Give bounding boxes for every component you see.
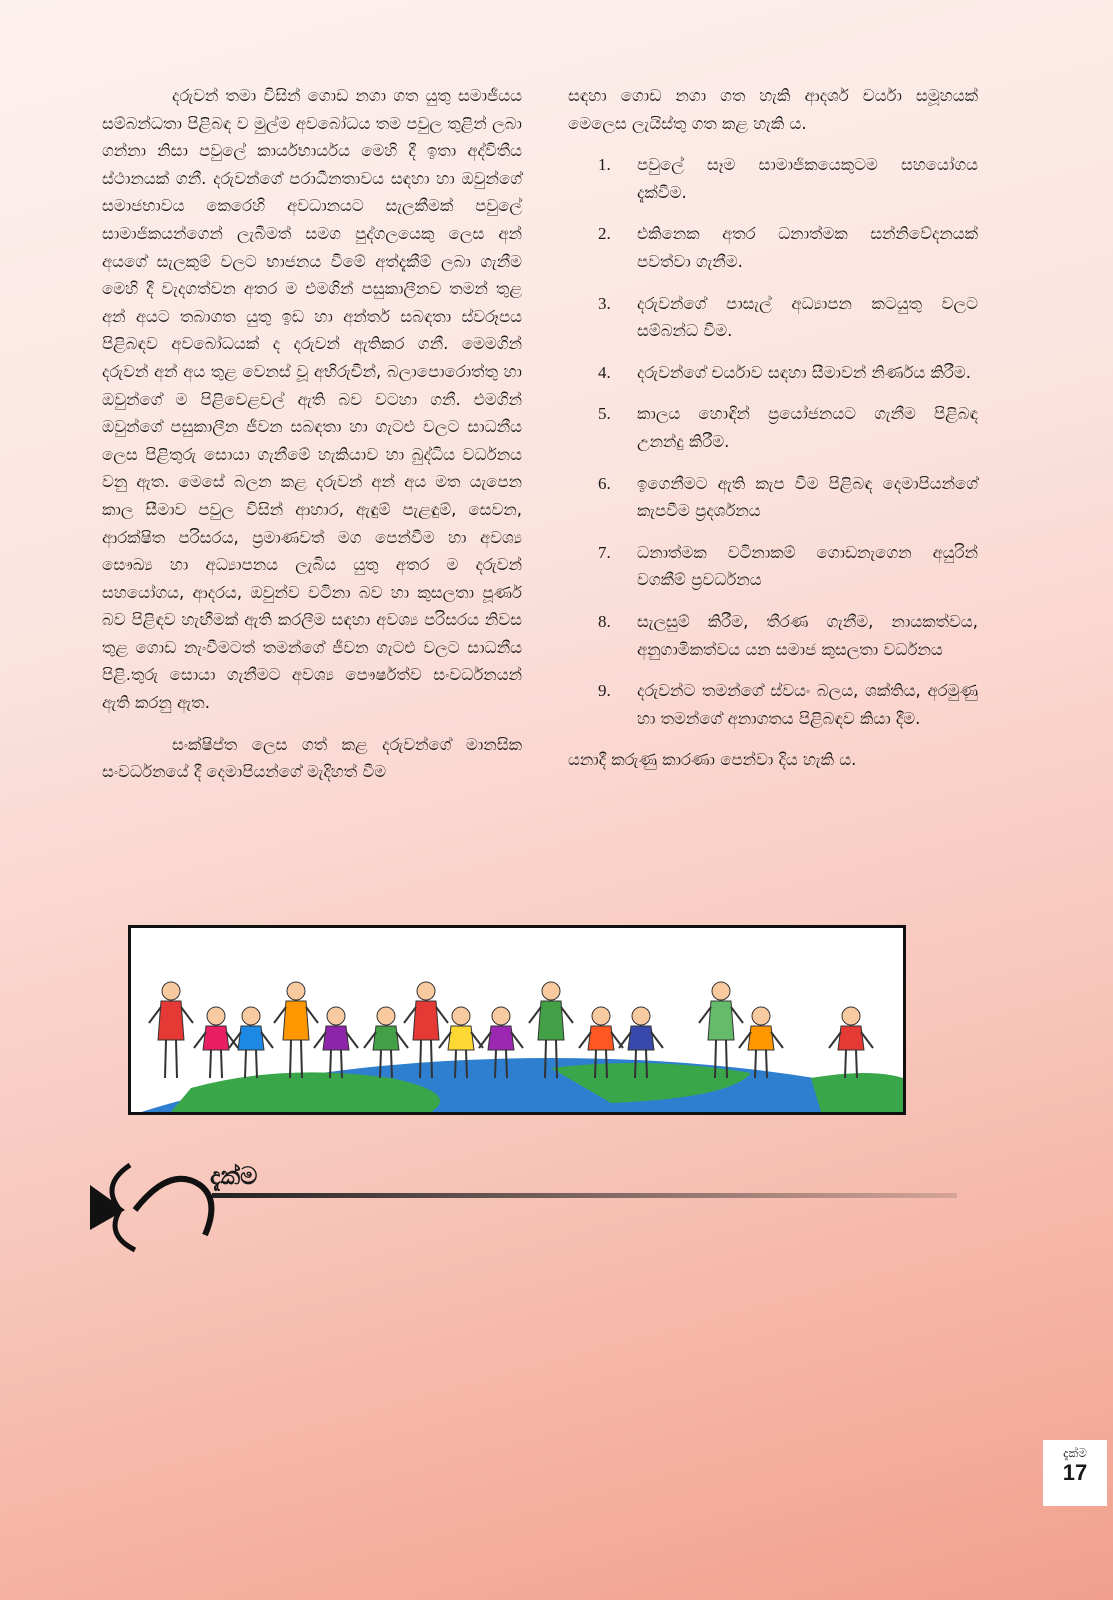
children-on-globe-illustration: [128, 925, 906, 1115]
kid-figure: [699, 982, 743, 1078]
list-item: 6. ඉගෙනීමට ඇති කැප වීම පිළිබඳ දෙමාපියන්ගේ කැපවීම ප්‍රදර්ශනය: [598, 473, 978, 521]
kid-figure: [829, 1007, 873, 1078]
list-item: 2. එකිනෙක අතර ධනාත්මක සන්නිවේදනයක් පවත්වා ගැනීම.: [598, 224, 978, 271]
list-item: 4. දරුවන්ගේ චර්යාව සඳහා සීමාවන් නිර්ණය කිරීම.: [598, 362, 971, 382]
list-item: 9. දරුවන්ට තමන්ගේ ස්වයං බලය, ශක්තිය, අරමුණු හා තමන්ගේ අනාගතය පිළිබඳව කියා දීම.: [598, 681, 978, 728]
list-item: 3. දරුවන්ගේ පාසැල් අධ්‍යාපන කටයුතු වලට සම්බන්ධ වීම.: [598, 293, 978, 341]
kid-figure: [149, 982, 193, 1078]
kid-figure: [274, 982, 318, 1078]
logo-text: දැක්ම: [210, 1162, 258, 1190]
page-label: දැක්ම: [1063, 1446, 1087, 1460]
kid-figure: [314, 1007, 358, 1078]
list-item: 5. කාලය හොඳින් ප්‍රයෝජනයට ගැනීම පිළිබඳ උනන්දු කිරීම.: [598, 404, 978, 451]
list-item: 8. සැලසුම් කිරීම, තීරණ ගැනීම, නායකත්වය, අනුගාමිකත්වය යන සමාජ කුසලතා වර්ධනය: [598, 611, 978, 659]
page-number: 17: [1062, 1460, 1088, 1485]
list-item: 7. ධනාත්මක වටිනාකම් ගොඩනැගෙන අයුරින් වගකීම් ප්‍රවර්ධනය: [598, 542, 978, 590]
left-column: [102, 82, 522, 800]
right-column: [568, 82, 978, 774]
kid-figure: [229, 1007, 273, 1078]
body-paragraph: දරුවන් තමා විසින් ගොඩ නගා ගත යුතු සමාජීයය සම්බන්ධතා පිළිබඳ ව මුල්ම අවබෝධය තම පවුල තුළින් ලබා ගන්නා නිසා පවුලේ කාර්යභාර්යය මෙහි දී ඉතා අද්විතීය ස්ථානයක් ගනී. දරුවන්ගේ පරාධීනතාවය සඳහා හා ඔවුන්ගේ සමාජභාවය කෙරෙහි අවධානයට සැලකීමක් පවුලේ සාමාජිකයන්ගෙන් ලැබීමත් සමග පුද්ගලයෙකු ලෙස අන් අයගේ සැලකුම් වලට භාජනය වීමේ අත්දැකීම් ලබා ගැනීම මෙහි දී වැදගත්වන අතර ම එමගින් පසුකාලීනව තමන් තුළ අන් අයට තබාගත යුතු ඉඩ හා අන්තර් සබඳතා ස්වරූපය පිළිබඳව අවබෝධයක් ද දරුවන් ඇතිකර ගනී. මෙමගින් දරුවන් අන් අය තුළ වෙනස් වූ අභිරුචීන්, බලාපොරොත්තු හා ඔවුන්ගේ ම පිළිවෙළවල් ඇති බව වටහා ගනී. එමගින් ඔවුන්ගේ පසුකාලීන ජීවන සබඳතා හා ගැටළු වලට සාධනීය ලෙස පිළිතුරු සොයා ගැනීමේ හැකියාව හා බුද්ධිය වර්ධනය වනු ඇත. මෙසේ බලන කළ දරුවන් අන් අය මත යැපෙන කාල සීමාව පවුල විසින් ආහාර, ඇඳුම් පැළඳුම්, සෙවන, ආරක්ෂිත පරිසරය, ප්‍රමාණවත් මග පෙන්වීම හා අවශ්‍ය සෞඛ්‍ය හා අධ්‍යාපනය ලැබිය යුතු අතර ම දරුවන් සහයෝගය, ආදරය, ඔවුන්ව වටිනා බව හා කුසලතා පූර්ණ බව පිළිඳව හැඟීමක් ඇති කරලීම සඳහා අවශ්‍ය පරිසරය නිවස තුළ ගොඩ නැංවීමටත් තමන්ගේ ජීවන ගැටළු වලට සාධනීය පිළි.තුරු සොයා ගැනීමට අවශ්‍ය පෞර්ෂත්ව සංවර්ධනයන් ඇති කරනු ඇත.: [102, 86, 522, 713]
kid-figure: [739, 1007, 783, 1078]
kid-figure: [194, 1007, 238, 1078]
behavior-list: [568, 151, 978, 732]
page-number-box: [1043, 1440, 1107, 1506]
list-closing: යනාදී කරුණු කාරණා පෙන්වා දිය හැකි ය.: [568, 750, 857, 770]
list-item: 1. පවුලේ සෑම සාමාජිකයෙකුටම සහයෝගය දැක්වීම.: [598, 155, 978, 202]
list-intro: සඳහා ගොඩ නගා ගත හැකි ආදර්ශ චර්යා සමූහයක් මෙලෙස ලැයිස්තු ගත කළ හැකි ය.: [568, 86, 978, 133]
body-paragraph: සංක්ෂිප්ත ලෙස ගත් කළ දරුවන්ගේ මානසික සංවර්ධනයේ දී දෙමාපියන්ගේ මැදිහත් වීම: [102, 734, 522, 782]
